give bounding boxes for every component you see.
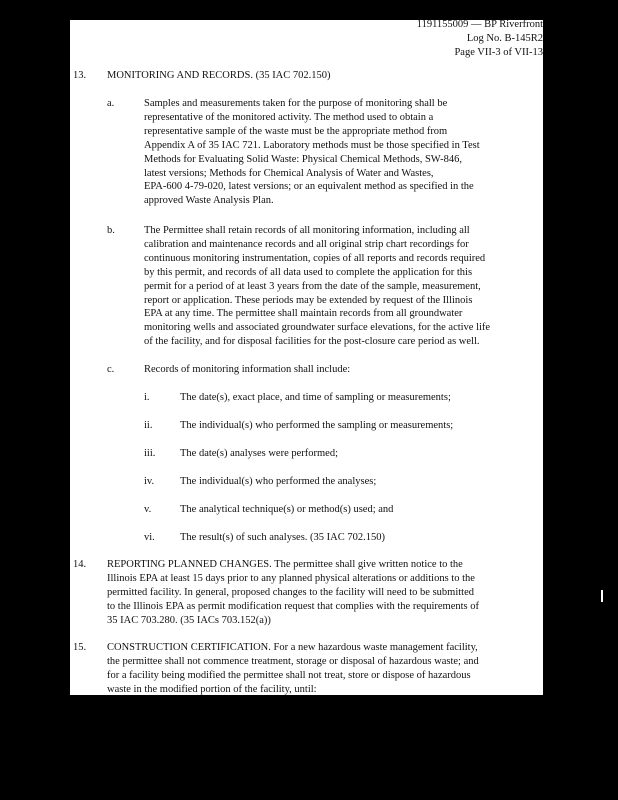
list-item-number: ii. [144,420,153,431]
text-line: waste in the modified portion of the facility, until: [107,683,317,695]
list-item-number: v. [144,504,152,515]
text-line: calibration and maintenance records and all original strip chart recordings for [144,238,469,250]
text-line: representative of the monitored activity. The method used to obtain a [144,111,434,123]
text-line: The Permittee shall retain records of all monitoring information, including all [144,225,470,236]
text-line: for a facility being modified the permittee shall not treat, store or dispose of hazardous [107,669,471,681]
section-13-title: MONITORING AND RECORDS. (35 IAC 702.150) [107,70,331,81]
text-line: of the facility, and for disposal facilities for the post-closure care period as well. [144,336,480,348]
text-line: by this permit, and records of all data used to complete the application for this [144,266,473,278]
text-line: approved Waste Analysis Plan. [144,195,274,207]
list-item-number: vi. [144,532,155,543]
section-13-number: 13. [73,70,87,81]
list-item-number: i. [144,392,150,403]
document-page [70,20,543,695]
item-b-paragraph [144,224,490,349]
header-log-number: Log No. B-145R2 [466,33,543,44]
list-item-text: The date(s), exact place, and time of sampling or measurements; [180,392,451,403]
scan-artifact-mark [601,590,603,602]
text-line: representative sample of the waste must be the appropriate method from [144,125,448,137]
item-c-intro: Records of monitoring information shall include: [144,364,351,375]
text-line: Methods for Evaluating Solid Waste: Physical Chemical Methods, SW-846, [144,153,463,165]
text-line: REPORTING PLANNED CHANGES. The permittee shall give written notice to the [107,559,463,570]
item-a-label: a. [107,98,115,109]
header-facility-id: 1191155009 — BP Riverfront [416,20,543,30]
text-line: latest versions; Methods for Chemical Analysis of Water and Wastes, [144,167,434,179]
text-line: EPA-600 4-79-020, latest versions; or an equivalent method as specified in the [144,181,474,193]
text-line: report or application. These periods may be extended by request of the Illinois [144,294,473,306]
text-line: the permittee shall not commence treatment, storage or disposal of hazardous waste; and [107,655,479,667]
list-item-number: iii. [144,448,156,459]
text-line: Appendix A of 35 IAC 721. Laboratory methods must be those specified in Test [144,139,480,151]
list-item-text: The individual(s) who performed the sampling or measurements; [180,420,454,431]
list-item-text: The result(s) of such analyses. (35 IAC 702.150) [180,532,385,543]
text-line: permit for a period of at least 3 years from the date of the sample, measurement, [144,280,481,292]
list-item-text: The date(s) analyses were performed; [180,448,339,459]
header-page-number: Page VII-3 of VII-13 [454,47,543,58]
text-line: 35 IAC 703.280. (35 IACs 703.152(a)) [107,614,271,626]
section-15-number: 15. [73,642,87,653]
list-item-number: iv. [144,476,155,487]
text-line: continuous monitoring instrumentation, copies of all reports and records required [144,252,486,264]
list-item-text: The analytical technique(s) or method(s) used; and [180,504,394,515]
text-line: monitoring wells and associated groundwater surface elevations, for the active life [144,322,491,334]
item-c-label: c. [107,364,115,375]
text-line: EPA at any time. The permittee shall maintain records from all groundwater [144,308,463,320]
section-14-number: 14. [73,559,87,570]
item-b-label: b. [107,225,115,236]
text-line: Illinois EPA at least 15 days prior to any planned physical alterations or additions to the [107,572,475,584]
section-14-paragraph [107,558,479,628]
list-item-text: The individual(s) who performed the analyses; [180,476,377,487]
text-line: Samples and measurements taken for the purpose of monitoring shall be [144,98,448,109]
section-15-paragraph [107,641,479,695]
text-line: CONSTRUCTION CERTIFICATION. For a new hazardous waste management facility, [107,642,478,653]
text-line: permitted facility. In general, proposed changes to the facility will need to be submitted [107,586,474,598]
text-line: to the Illinois EPA as permit modification request that complies with the requirements of [107,600,480,612]
item-a-paragraph [144,97,480,208]
